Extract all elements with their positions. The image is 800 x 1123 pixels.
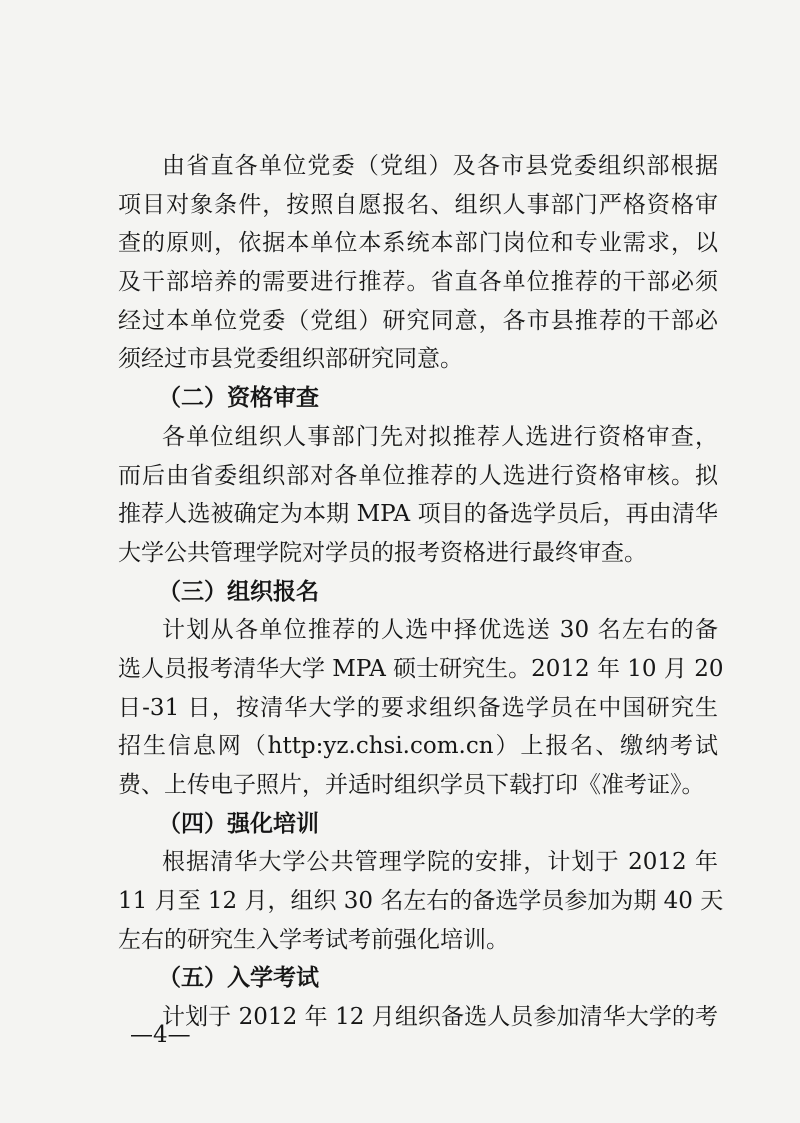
paragraph bbox=[118, 843, 724, 959]
text-line: 及干部培养的需要进行推荐。省直各单位推荐的干部必须 bbox=[118, 269, 718, 296]
text-line: 各单位组织人事部门先对拟推荐人选进行资格审查， bbox=[162, 423, 718, 450]
text-line: 根据清华大学公共管理学院的安排，计划于 2012 年 bbox=[162, 849, 718, 876]
paragraph bbox=[118, 611, 724, 804]
text-line: 经过本单位党委（党组）研究同意，各市县推荐的干部必 bbox=[118, 307, 718, 334]
text-line: 由省直各单位党委（党组）及各市县党委组织部根据 bbox=[162, 153, 718, 179]
text-line: 计划从各单位推荐的人选中择优选送 30 名左右的备 bbox=[162, 617, 718, 644]
section-heading: （五）入学考试 bbox=[158, 964, 319, 992]
paragraph bbox=[118, 418, 718, 573]
text-line: 计划于 2012 年 12 月组织备选人员参加清华大学的考 bbox=[162, 1004, 718, 1031]
text-line: 11 月至 12 月，组织 30 名左右的备选学员参加为期 40 天 bbox=[118, 888, 724, 915]
text-line: 日-31 日，按清华大学的要求组织备选学员在中国研究生 bbox=[118, 694, 718, 721]
text-line: 左右的研究生入学考试考前强化培训。 bbox=[118, 926, 509, 953]
text-line: 项目对象条件，按照自愿报名、组织人事部门严格资格审 bbox=[118, 191, 718, 218]
document-body bbox=[118, 147, 724, 1037]
section-heading: （三）组织报名 bbox=[158, 577, 319, 605]
section-heading: （四）强化培训 bbox=[158, 809, 319, 837]
text-line: 大学公共管理学院对学员的报考资格进行最终审查。 bbox=[118, 539, 647, 566]
text-line: 查的原则，依据本单位本系统本部门岗位和专业需求，以 bbox=[118, 230, 718, 257]
text-line: 推荐人选被确定为本期 MPA 项目的备选学员后，再由清华 bbox=[118, 501, 718, 528]
section-heading: （二）资格审查 bbox=[158, 384, 319, 412]
text-line: 而后由省委组织部对各单位推荐的人选进行资格审核。拟 bbox=[118, 462, 718, 489]
text-line: 须经过市县党委组织部研究同意。 bbox=[118, 346, 463, 373]
text-line: 招生信息网（http:yz.chsi.com.cn）上报名、缴纳考试 bbox=[118, 733, 718, 760]
text-line: 费、上传电子照片，并适时组织学员下载打印《准考证》。 bbox=[118, 772, 705, 798]
paragraph bbox=[118, 998, 718, 1037]
text-line: 选人员报考清华大学 MPA 硕士研究生。2012 年 10 月 20 bbox=[118, 655, 724, 682]
page-number: —4— bbox=[130, 1022, 191, 1048]
paragraph bbox=[118, 147, 718, 379]
